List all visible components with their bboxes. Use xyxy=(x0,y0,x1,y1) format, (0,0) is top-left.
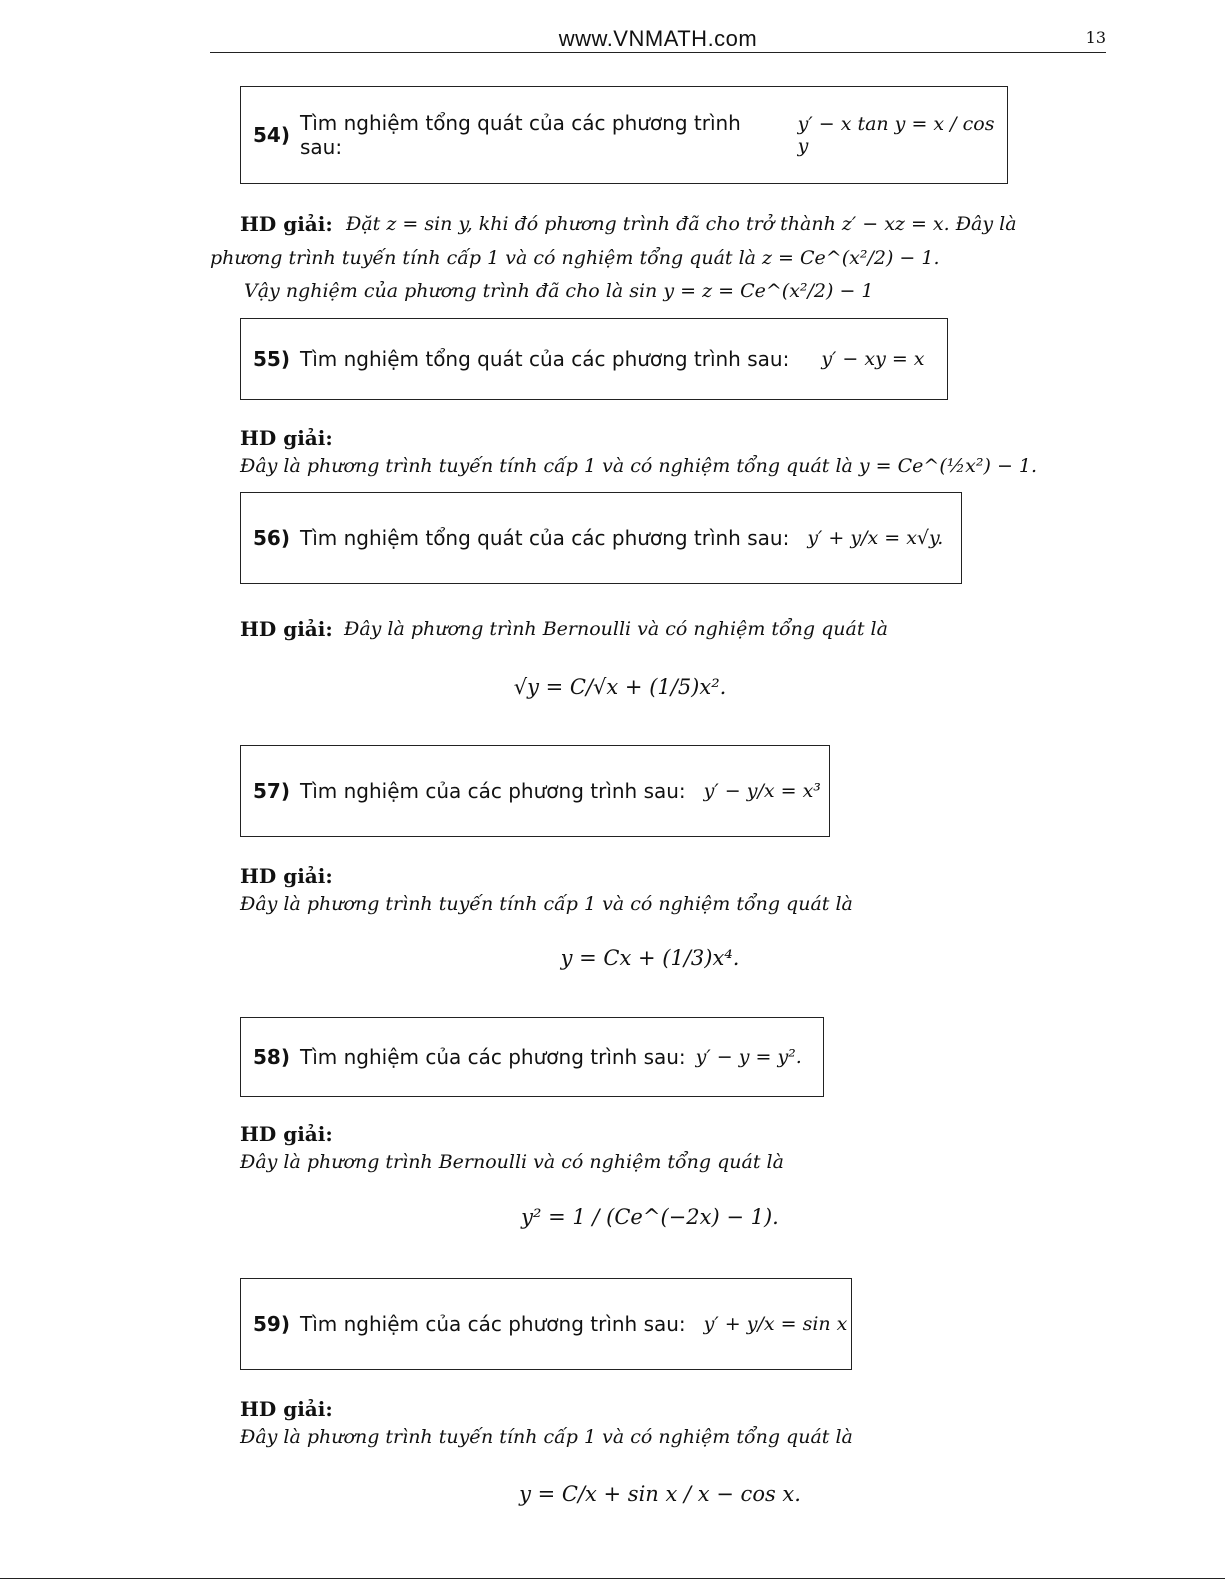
problem-equation: y′ + y/x = x√y. xyxy=(807,527,944,549)
solution-label: HD giải: xyxy=(240,1397,333,1421)
problem-box-54 xyxy=(240,86,1008,184)
problem-text: Tìm nghiệm tổng quát của các phương trình sau: xyxy=(299,526,790,550)
page-number: 13 xyxy=(1085,28,1106,47)
problem-number: 56) xyxy=(253,526,290,550)
problem-text: Tìm nghiệm của các phương trình sau: xyxy=(299,1312,686,1336)
site-name: www.VNMATH.com xyxy=(558,26,758,51)
problem-equation: y′ − y = y². xyxy=(695,1046,802,1068)
solution-label: HD giải: xyxy=(240,864,333,888)
problem-number: 59) xyxy=(253,1312,290,1336)
problem-number: 57) xyxy=(253,779,290,803)
problem-box-59 xyxy=(240,1278,852,1370)
problem-text: Tìm nghiệm tổng quát của các phương trình sau: xyxy=(299,347,790,371)
solution-label: HD giải: xyxy=(240,617,333,641)
problem-equation: y′ − y/x = x³ xyxy=(703,780,821,802)
problem-equation: y′ − x tan y = x / cos y xyxy=(797,113,995,157)
solution-label: HD giải: xyxy=(240,212,333,236)
problem-number: 58) xyxy=(253,1045,290,1069)
solution-formula: y = Cx + (1/3)x⁴. xyxy=(560,946,740,970)
solution-label: HD giải: xyxy=(240,426,333,450)
solution-line: Đây là phương trình Bernoulli và có nghiệm tổng quát là xyxy=(344,618,888,640)
solution-line: Đây là phương trình tuyến tính cấp 1 và có nghiệm tổng quát là xyxy=(240,893,853,915)
solution-formula: √y = C/√x + (1/5)x². xyxy=(513,675,727,699)
problem-equation: y′ − xy = x xyxy=(821,348,925,370)
solution-line: Đặt z = sin y, khi đó phương trình đã cho trở thành z′ − xz = x. Đây là xyxy=(346,213,1017,235)
problem-box-55 xyxy=(240,318,948,400)
problem-text: Tìm nghiệm tổng quát của các phương trình sau: xyxy=(299,111,741,159)
solution-line: Đây là phương trình tuyến tính cấp 1 và có nghiệm tổng quát là y = Ce^(½x²) − 1. xyxy=(240,455,1038,477)
problem-number: 55) xyxy=(253,347,290,371)
solution-formula: y = C/x + sin x / x − cos x. xyxy=(519,1482,801,1506)
problem-number: 54) xyxy=(253,123,290,147)
solution-label: HD giải: xyxy=(240,1122,333,1146)
solution-line: phương trình tuyến tính cấp 1 và có nghiệm tổng quát là z = Ce^(x²/2) − 1. xyxy=(210,247,940,269)
page-header xyxy=(210,24,1106,53)
solution-line: Đây là phương trình Bernoulli và có nghiệm tổng quát là xyxy=(240,1151,784,1173)
footer-rule xyxy=(0,1578,1225,1579)
problem-box-56 xyxy=(240,492,962,584)
problem-box-57 xyxy=(240,745,830,837)
problem-text: Tìm nghiệm của các phương trình sau: xyxy=(299,779,686,803)
solution-line: Vậy nghiệm của phương trình đã cho là sin y = z = Ce^(x²/2) − 1 xyxy=(244,280,874,302)
solution-line: Đây là phương trình tuyến tính cấp 1 và có nghiệm tổng quát là xyxy=(240,1426,853,1448)
problem-box-58 xyxy=(240,1017,824,1097)
problem-text: Tìm nghiệm của các phương trình sau: xyxy=(299,1045,686,1069)
problem-equation: y′ + y/x = sin x xyxy=(703,1313,848,1335)
solution-formula: y² = 1 / (Ce^(−2x) − 1). xyxy=(521,1205,779,1229)
